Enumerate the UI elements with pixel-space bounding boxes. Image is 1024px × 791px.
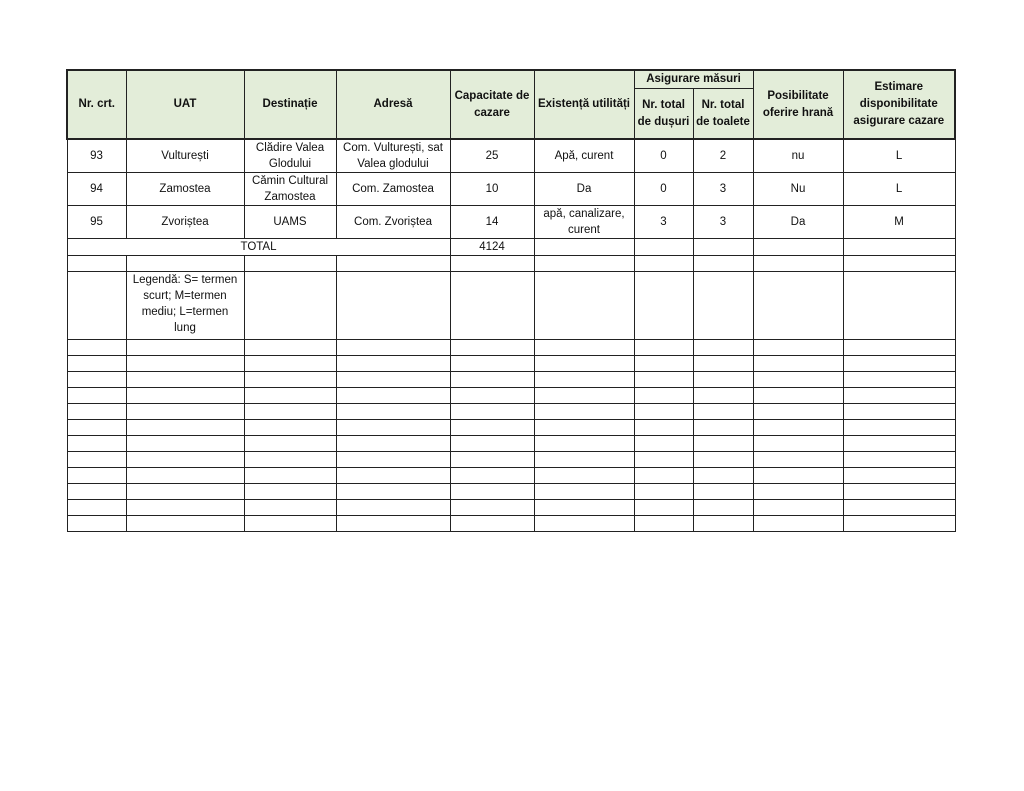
- cell-adresa: Com. Zamostea: [336, 173, 450, 206]
- header-destinatie: Destinație: [244, 70, 336, 139]
- empty-cell: [753, 340, 843, 356]
- cell-toalete: 3: [693, 173, 753, 206]
- empty-cell: [244, 356, 336, 372]
- empty-cell: [843, 436, 955, 452]
- header-dusuri: Nr. total de dușuri: [634, 89, 693, 140]
- empty-cell: [126, 452, 244, 468]
- cell-hrana: Da: [753, 206, 843, 239]
- cell-dusuri: 0: [634, 173, 693, 206]
- cell-toalete: 2: [693, 139, 753, 173]
- empty-cell: [336, 468, 450, 484]
- empty-cell: [126, 468, 244, 484]
- empty-cell: [534, 420, 634, 436]
- header-adresa: Adresă: [336, 70, 450, 139]
- empty-cell: [843, 340, 955, 356]
- table-row: [67, 139, 955, 173]
- empty-cell: [534, 372, 634, 388]
- empty-cell: [67, 404, 126, 420]
- empty-cell: [336, 500, 450, 516]
- empty-row: [67, 484, 955, 500]
- empty-cell: [534, 436, 634, 452]
- empty-cell: [450, 452, 534, 468]
- empty-cell: [450, 372, 534, 388]
- empty-cell: [634, 272, 693, 340]
- total-label: TOTAL: [67, 239, 450, 256]
- empty-cell: [753, 356, 843, 372]
- cell-toalete: 3: [693, 206, 753, 239]
- cell-dusuri: 0: [634, 139, 693, 173]
- empty-cell: [244, 484, 336, 500]
- empty-cell: [67, 436, 126, 452]
- empty-cell: [693, 372, 753, 388]
- empty-cell: [634, 256, 693, 272]
- empty-cell: [693, 256, 753, 272]
- empty-cell: [634, 484, 693, 500]
- cell-capacitate: 14: [450, 206, 534, 239]
- empty-cell: [693, 340, 753, 356]
- empty-cell: [336, 388, 450, 404]
- empty-cell: [534, 340, 634, 356]
- empty-cell: [126, 388, 244, 404]
- empty-cell: [634, 436, 693, 452]
- empty-cell: [693, 239, 753, 256]
- empty-cell: [244, 256, 336, 272]
- empty-cell: [244, 340, 336, 356]
- empty-cell: [450, 340, 534, 356]
- empty-cell: [336, 372, 450, 388]
- legend-row: [67, 272, 955, 340]
- empty-cell: [534, 404, 634, 420]
- empty-cell: [843, 484, 955, 500]
- empty-cell: [753, 404, 843, 420]
- empty-cell: [126, 256, 244, 272]
- empty-cell: [336, 484, 450, 500]
- header-capacitate: Capacitate de cazare: [450, 70, 534, 139]
- empty-cell: [126, 372, 244, 388]
- cell-adresa: Com. Zvoriștea: [336, 206, 450, 239]
- empty-cell: [450, 256, 534, 272]
- empty-cell: [634, 372, 693, 388]
- empty-cell: [450, 500, 534, 516]
- empty-cell: [126, 436, 244, 452]
- empty-cell: [693, 356, 753, 372]
- header-asigurare-group: Asigurare măsuri: [634, 70, 753, 89]
- empty-cell: [126, 340, 244, 356]
- empty-cell: [753, 372, 843, 388]
- empty-cell: [843, 500, 955, 516]
- empty-cell: [67, 516, 126, 532]
- empty-cell: [534, 388, 634, 404]
- empty-row: [67, 404, 955, 420]
- empty-cell: [634, 340, 693, 356]
- empty-cell: [693, 272, 753, 340]
- empty-cell: [450, 356, 534, 372]
- empty-cell: [534, 516, 634, 532]
- empty-cell: [843, 468, 955, 484]
- empty-row: [67, 516, 955, 532]
- empty-cell: [753, 468, 843, 484]
- empty-cell: [244, 272, 336, 340]
- empty-cell: [244, 404, 336, 420]
- empty-cell: [843, 256, 955, 272]
- cell-nr: 93: [67, 139, 126, 173]
- empty-cell: [67, 256, 126, 272]
- empty-cell: [450, 436, 534, 452]
- empty-cell: [634, 388, 693, 404]
- empty-cell: [753, 500, 843, 516]
- empty-cell: [67, 356, 126, 372]
- total-row: [67, 239, 955, 256]
- cell-destinatie: Clădire Valea Glodului: [244, 139, 336, 173]
- header-utilitati: Existență utilități: [534, 70, 634, 139]
- empty-row: [67, 452, 955, 468]
- empty-cell: [67, 340, 126, 356]
- empty-cell: [244, 516, 336, 532]
- empty-cell: [450, 516, 534, 532]
- empty-cell: [450, 388, 534, 404]
- empty-cell: [634, 239, 693, 256]
- empty-cell: [843, 239, 955, 256]
- empty-cell: [634, 356, 693, 372]
- empty-cell: [753, 516, 843, 532]
- empty-cell: [126, 484, 244, 500]
- empty-cell: [693, 436, 753, 452]
- empty-cell: [67, 272, 126, 340]
- cell-utilitati: apă, canalizare, curent: [534, 206, 634, 239]
- empty-cell: [67, 420, 126, 436]
- table-row: [67, 173, 955, 206]
- empty-cell: [634, 404, 693, 420]
- cell-nr: 94: [67, 173, 126, 206]
- empty-cell: [843, 404, 955, 420]
- cell-nr: 95: [67, 206, 126, 239]
- empty-cell: [67, 468, 126, 484]
- empty-cell: [843, 388, 955, 404]
- empty-cell: [843, 372, 955, 388]
- empty-cell: [753, 452, 843, 468]
- cell-adresa: Com. Vulturești, sat Valea glodului: [336, 139, 450, 173]
- empty-cell: [753, 420, 843, 436]
- empty-cell: [634, 452, 693, 468]
- empty-cell: [244, 452, 336, 468]
- empty-cell: [336, 272, 450, 340]
- empty-cell: [753, 272, 843, 340]
- empty-cell: [693, 404, 753, 420]
- legend-text: Legendă: S= termen scurt; M=termen mediu; L=termen lung: [126, 272, 244, 340]
- cell-uat: Vulturești: [126, 139, 244, 173]
- empty-cell: [126, 420, 244, 436]
- empty-cell: [67, 372, 126, 388]
- empty-cell: [336, 452, 450, 468]
- cell-destinatie: Cămin Cultural Zamostea: [244, 173, 336, 206]
- empty-cell: [693, 452, 753, 468]
- empty-cell: [843, 452, 955, 468]
- header-uat: UAT: [126, 70, 244, 139]
- empty-cell: [126, 516, 244, 532]
- empty-cell: [843, 516, 955, 532]
- cell-uat: Zvoriștea: [126, 206, 244, 239]
- empty-cell: [534, 239, 634, 256]
- empty-row: [67, 340, 955, 356]
- table-row: [67, 206, 955, 239]
- empty-cell: [534, 500, 634, 516]
- empty-cell: [336, 340, 450, 356]
- empty-cell: [450, 468, 534, 484]
- cell-capacitate: 25: [450, 139, 534, 173]
- cell-hrana: Nu: [753, 173, 843, 206]
- empty-cell: [126, 356, 244, 372]
- empty-cell: [67, 500, 126, 516]
- empty-row: [67, 388, 955, 404]
- empty-cell: [67, 452, 126, 468]
- empty-cell: [450, 404, 534, 420]
- empty-row: [67, 356, 955, 372]
- empty-cell: [244, 468, 336, 484]
- empty-cell: [753, 239, 843, 256]
- empty-cell: [753, 388, 843, 404]
- empty-cell: [244, 436, 336, 452]
- cell-dusuri: 3: [634, 206, 693, 239]
- header-estimare: Estimare disponibilitate asigurare cazare: [843, 70, 955, 139]
- empty-cell: [244, 388, 336, 404]
- empty-cell: [450, 420, 534, 436]
- empty-cell: [244, 500, 336, 516]
- cell-destinatie: UAMS: [244, 206, 336, 239]
- empty-cell: [693, 484, 753, 500]
- empty-cell: [634, 468, 693, 484]
- empty-cell: [843, 356, 955, 372]
- empty-row: [67, 420, 955, 436]
- empty-cell: [126, 404, 244, 420]
- empty-cell: [693, 388, 753, 404]
- empty-cell: [244, 420, 336, 436]
- empty-cell: [843, 420, 955, 436]
- empty-cell: [336, 436, 450, 452]
- empty-cell: [534, 484, 634, 500]
- header-hrana: Posibilitate oferire hrană: [753, 70, 843, 139]
- cell-utilitati: Da: [534, 173, 634, 206]
- empty-cell: [634, 500, 693, 516]
- empty-cell: [67, 484, 126, 500]
- empty-cell: [336, 420, 450, 436]
- empty-cell: [693, 468, 753, 484]
- cell-utilitati: Apă, curent: [534, 139, 634, 173]
- empty-cell: [693, 500, 753, 516]
- empty-cell: [336, 256, 450, 272]
- empty-cell: [126, 500, 244, 516]
- empty-cell: [534, 468, 634, 484]
- table-header: [67, 70, 955, 139]
- empty-row: [67, 468, 955, 484]
- empty-cell: [244, 372, 336, 388]
- empty-cell: [534, 272, 634, 340]
- total-value: 4124: [450, 239, 534, 256]
- cell-estimare: L: [843, 173, 955, 206]
- empty-cell: [534, 256, 634, 272]
- cell-estimare: M: [843, 206, 955, 239]
- empty-cell: [634, 420, 693, 436]
- empty-row: [67, 256, 955, 272]
- accommodation-table: [66, 69, 956, 532]
- empty-cell: [753, 484, 843, 500]
- empty-cell: [753, 436, 843, 452]
- cell-estimare: L: [843, 139, 955, 173]
- cell-hrana: nu: [753, 139, 843, 173]
- empty-cell: [67, 388, 126, 404]
- cell-uat: Zamostea: [126, 173, 244, 206]
- header-toalete: Nr. total de toalete: [693, 89, 753, 140]
- empty-row: [67, 500, 955, 516]
- empty-cell: [450, 484, 534, 500]
- cell-capacitate: 10: [450, 173, 534, 206]
- empty-cell: [534, 356, 634, 372]
- empty-cell: [336, 356, 450, 372]
- empty-cell: [693, 420, 753, 436]
- empty-cell: [693, 516, 753, 532]
- empty-cell: [634, 516, 693, 532]
- header-nr: Nr. crt.: [67, 70, 126, 139]
- empty-row: [67, 372, 955, 388]
- empty-row: [67, 436, 955, 452]
- empty-cell: [450, 272, 534, 340]
- empty-cell: [336, 516, 450, 532]
- empty-cell: [336, 404, 450, 420]
- empty-cell: [753, 256, 843, 272]
- empty-cell: [843, 272, 955, 340]
- empty-cell: [534, 452, 634, 468]
